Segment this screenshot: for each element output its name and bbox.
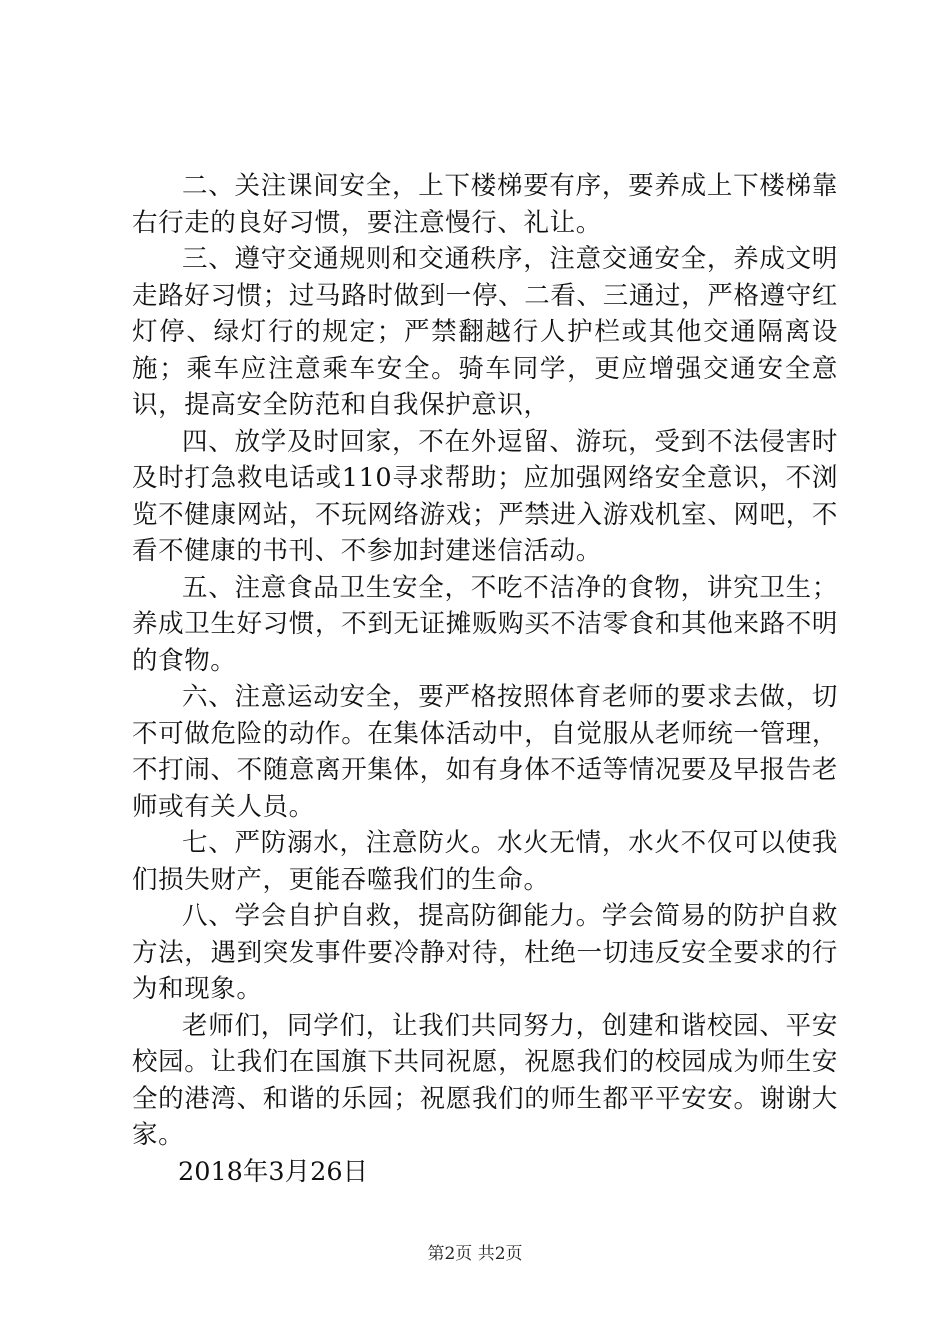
paragraph-closing: 老师们，同学们，让我们共同努力，创建和谐校园、平安校园。让我们在国旗下共同祝愿，祝愿我们的校园成为师生安全的港湾、和谐的乐园；祝愿我们的师生都平平安安。谢谢大家。 — [132, 1010, 838, 1150]
paragraph-stair-safety: 二、关注课间安全，上下楼梯要有序，要养成上下楼梯靠右行走的良好习惯，要注意慢行、礼让。 — [132, 171, 838, 238]
paragraph-traffic-safety: 三、遵守交通规则和交通秩序，注意交通安全，养成文明走路好习惯；过马路时做到一停、二看、三通过，严格遵守红灯停、绿灯行的规定；严禁翻越行人护栏或其他交通隔离设施；乘车应注意乘车安全。骑车同学，更应增强交通安全意识，提高安全防范和自我保护意识， — [132, 244, 838, 420]
paragraph-water-fire: 七、严防溺水，注意防火。水火无情，水火不仅可以使我们损失财产，更能吞噬我们的生命。 — [132, 828, 838, 895]
paragraph-food-safety: 五、注意食品卫生安全，不吃不洁净的食物，讲究卫生；养成卫生好习惯，不到无证摊贩购买不洁零食和其他来路不明的食物。 — [132, 572, 838, 676]
page-number-footer: 第2页 共2页 — [427, 1244, 523, 1264]
paragraph-after-school: 四、放学及时回家，不在外逗留、游玩，受到不法侵害时及时打急救电话或110寻求帮助；应加强网络安全意识，不浏览不健康网站，不玩网络游戏；严禁进入游戏机室、网吧，不看不健康的书刊、不参加封建迷信活动。 — [132, 426, 838, 566]
document-date: 2018年3月26日 — [178, 1156, 369, 1187]
paragraph-sports-safety: 六、注意运动安全，要严格按照体育老师的要求去做，切不可做危险的动作。在集体活动中，自觉服从老师统一管理，不打闹、不随意离开集体，如有身体不适等情况要及早报告老师或有关人员。 — [132, 682, 838, 822]
paragraph-self-protection: 八、学会自护自救，提高防御能力。学会简易的防护自救方法，遇到突发事件要冷静对待，杜绝一切违反安全要求的行为和现象。 — [132, 901, 838, 1004]
document-body — [132, 168, 838, 1190]
